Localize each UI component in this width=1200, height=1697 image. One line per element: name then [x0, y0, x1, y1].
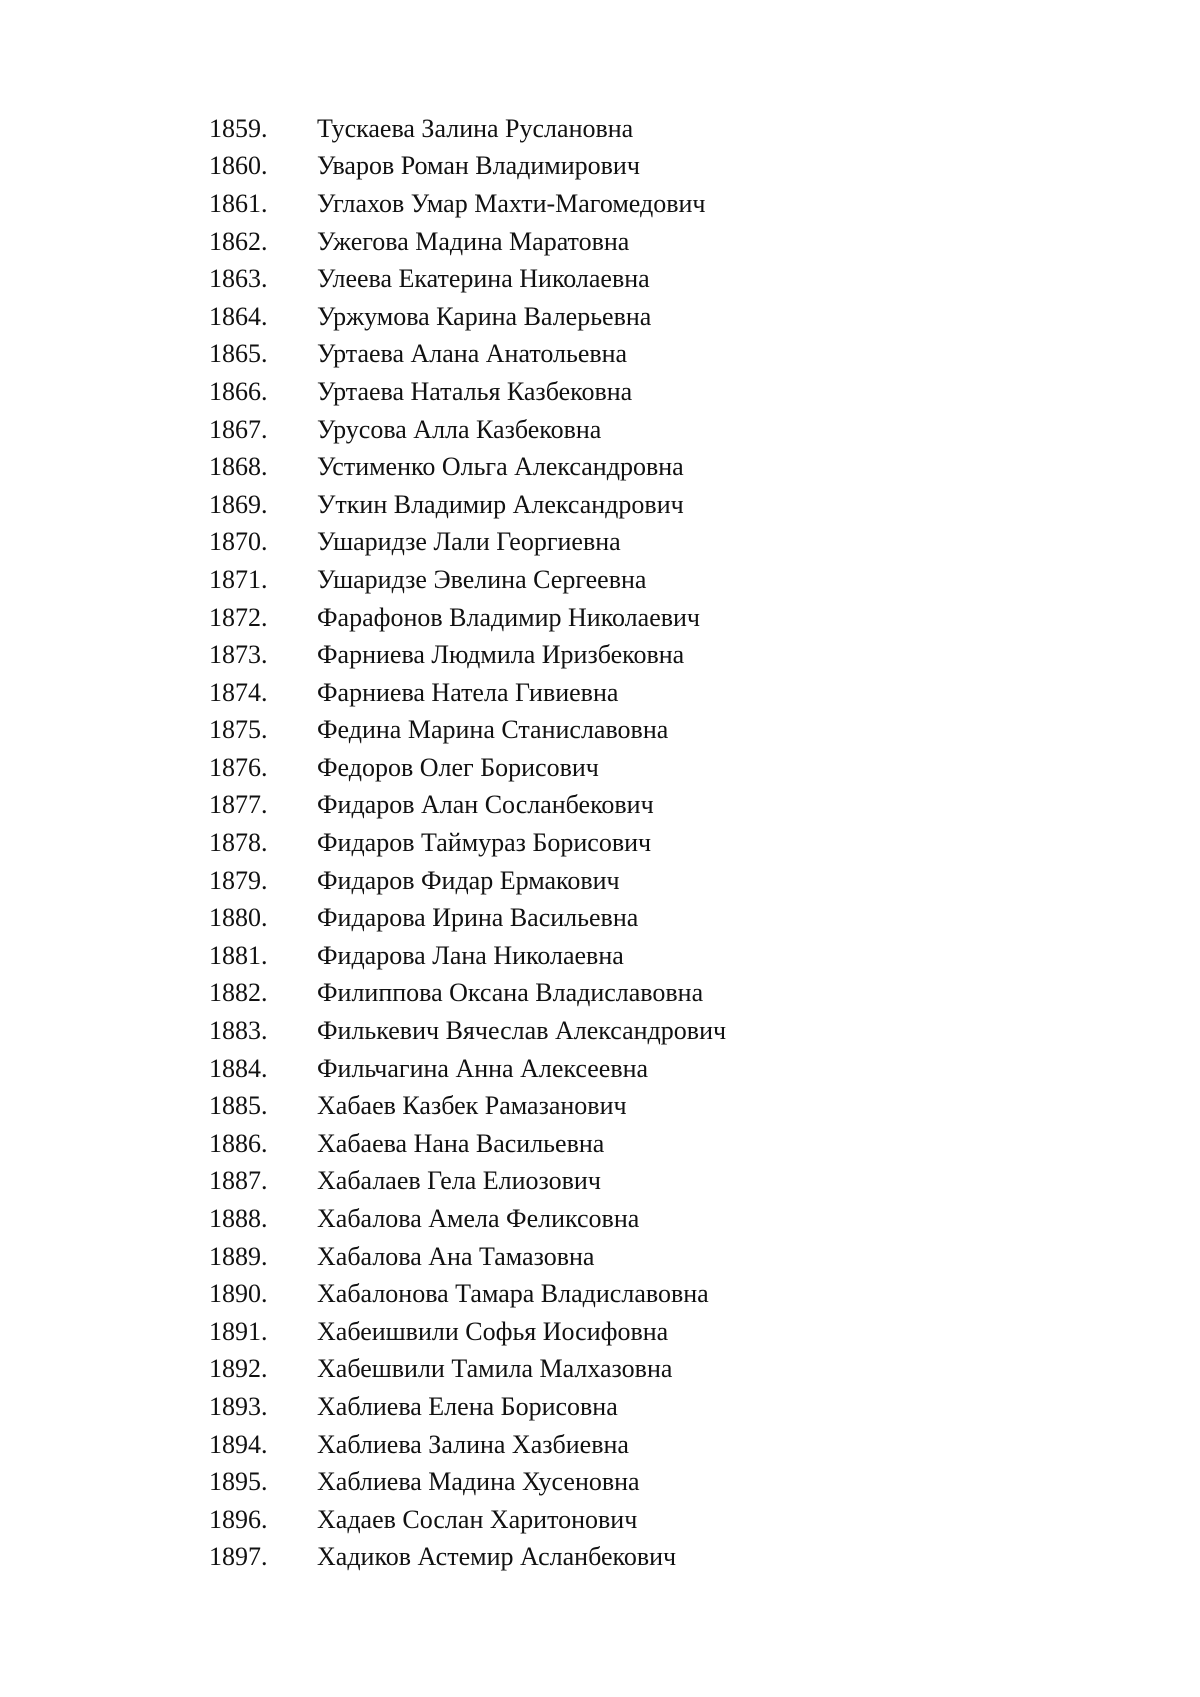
entry-name: Урусова Алла Казбековна [317, 414, 602, 444]
entry-number: 1889. [209, 1241, 268, 1271]
entry-name: Хабешвили Тамила Малхазовна [317, 1354, 673, 1384]
entry-number: 1890. [209, 1279, 268, 1309]
entry-number: 1894. [209, 1429, 268, 1459]
list-item [209, 674, 726, 712]
list-item [209, 411, 726, 449]
entry-name: Ужегова Мадина Маратовна [317, 226, 630, 256]
list-item [209, 1200, 726, 1238]
list-item [209, 599, 726, 637]
list-item [209, 1463, 726, 1501]
list-item [209, 1275, 726, 1313]
list-item [209, 486, 726, 524]
entry-name: Фарафонов Владимир Николаевич [317, 602, 701, 632]
entry-number: 1884. [209, 1053, 268, 1083]
entry-name: Уржумова Карина Валерьевна [317, 301, 652, 331]
entry-number: 1861. [209, 188, 268, 218]
list-item [209, 1501, 726, 1539]
entry-name: Хабалаев Гела Елиозович [317, 1166, 601, 1196]
entry-name: Фидаров Алан Сосланбекович [317, 790, 654, 820]
list-item [209, 862, 726, 900]
entry-name: Хабаев Казбек Рамазанович [317, 1091, 627, 1121]
list-item [209, 524, 726, 562]
list-item [209, 1087, 726, 1125]
entry-number: 1895. [209, 1467, 268, 1497]
entry-name: Уртаева Алана Анатольевна [317, 339, 628, 369]
entry-number: 1866. [209, 376, 268, 406]
entry-name: Хаблиева Залина Хазбиевна [317, 1429, 629, 1459]
list-item [209, 749, 726, 787]
entry-name: Устименко Ольга Александровна [317, 452, 684, 482]
entry-name: Углахов Умар Махти-Магомедович [317, 188, 706, 218]
entry-name: Ушаридзе Эвелина Сергеевна [317, 564, 647, 594]
entry-number: 1893. [209, 1391, 268, 1421]
entry-number: 1896. [209, 1504, 268, 1534]
entry-number: 1876. [209, 752, 268, 782]
list-item [209, 373, 726, 411]
list-item [209, 1539, 726, 1577]
list-item [209, 1238, 726, 1276]
entry-name: Уртаева Наталья Казбековна [317, 376, 633, 406]
list-item [209, 1351, 726, 1389]
entry-number: 1859. [209, 113, 268, 143]
entry-name: Хабалонова Тамара Владиславовна [317, 1279, 709, 1309]
entry-number: 1887. [209, 1166, 268, 1196]
entry-number: 1868. [209, 452, 268, 482]
entry-name: Фидаров Таймураз Борисович [317, 828, 652, 858]
entry-number: 1888. [209, 1204, 268, 1234]
list-item [209, 1125, 726, 1163]
list-item [209, 975, 726, 1013]
list-item [209, 260, 726, 298]
list-item [209, 1050, 726, 1088]
numbered-name-list [209, 110, 726, 1576]
entry-name: Фарниева Натела Гивиевна [317, 677, 619, 707]
entry-name: Уткин Владимир Александрович [317, 489, 684, 519]
entry-number: 1875. [209, 715, 268, 745]
entry-number: 1872. [209, 602, 268, 632]
entry-name: Филькевич Вячеслав Александрович [317, 1016, 727, 1046]
entry-number: 1865. [209, 339, 268, 369]
list-item [209, 1426, 726, 1464]
list-item [209, 824, 726, 862]
list-item [209, 787, 726, 825]
entry-number: 1870. [209, 527, 268, 557]
entry-number: 1863. [209, 264, 268, 294]
list-item [209, 148, 726, 186]
entry-name: Хабалова Амела Феликсовна [317, 1204, 640, 1234]
entry-number: 1897. [209, 1542, 268, 1572]
entry-name: Хабеишвили Софья Иосифовна [317, 1316, 669, 1346]
entry-name: Улеева Екатерина Николаевна [317, 264, 650, 294]
entry-name: Фильчагина Анна Алексеевна [317, 1053, 649, 1083]
entry-name: Фидарова Лана Николаевна [317, 940, 624, 970]
entry-name: Федоров Олег Борисович [317, 752, 599, 782]
entry-name: Ушаридзе Лали Георгиевна [317, 527, 621, 557]
list-item [209, 223, 726, 261]
list-item [209, 899, 726, 937]
entry-number: 1862. [209, 226, 268, 256]
list-item [209, 185, 726, 223]
entry-number: 1886. [209, 1128, 268, 1158]
entry-number: 1874. [209, 677, 268, 707]
entry-name: Федина Марина Станиславовна [317, 715, 669, 745]
entry-number: 1892. [209, 1354, 268, 1384]
list-item [209, 1388, 726, 1426]
entry-name: Фидаров Фидар Ермакович [317, 865, 620, 895]
list-item [209, 712, 726, 750]
entry-name: Хадиков Астемир Асланбекович [317, 1542, 677, 1572]
entry-name: Хабалова Ана Тамазовна [317, 1241, 595, 1271]
list-item [209, 336, 726, 374]
entry-number: 1867. [209, 414, 268, 444]
entry-number: 1882. [209, 978, 268, 1008]
list-item [209, 1313, 726, 1351]
list-item [209, 1163, 726, 1201]
entry-number: 1869. [209, 489, 268, 519]
entry-number: 1871. [209, 564, 268, 594]
list-item [209, 1012, 726, 1050]
entry-number: 1881. [209, 940, 268, 970]
entry-name: Хабаева Нана Васильевна [317, 1128, 605, 1158]
entry-number: 1879. [209, 865, 268, 895]
entry-number: 1885. [209, 1091, 268, 1121]
entry-name: Уваров Роман Владимирович [317, 151, 640, 181]
entry-name: Филиппова Оксана Владиславовна [317, 978, 704, 1008]
list-item [209, 298, 726, 336]
entry-name: Фидарова Ирина Васильевна [317, 903, 639, 933]
entry-name: Фарниева Людмила Иризбековна [317, 640, 685, 670]
entry-number: 1891. [209, 1316, 268, 1346]
entry-number: 1880. [209, 903, 268, 933]
list-item [209, 561, 726, 599]
list-item [209, 937, 726, 975]
entry-number: 1883. [209, 1016, 268, 1046]
entry-number: 1864. [209, 301, 268, 331]
entry-number: 1878. [209, 828, 268, 858]
entry-number: 1860. [209, 151, 268, 181]
entry-name: Хаблиева Елена Борисовна [317, 1391, 618, 1421]
entry-name: Тускаева Залина Руслановна [317, 113, 634, 143]
entry-name: Хадаев Сослан Харитонович [317, 1504, 638, 1534]
entry-number: 1873. [209, 640, 268, 670]
list-item [209, 448, 726, 486]
entry-number: 1877. [209, 790, 268, 820]
list-item [209, 110, 726, 148]
entry-name: Хаблиева Мадина Хусеновна [317, 1467, 640, 1497]
list-item [209, 636, 726, 674]
